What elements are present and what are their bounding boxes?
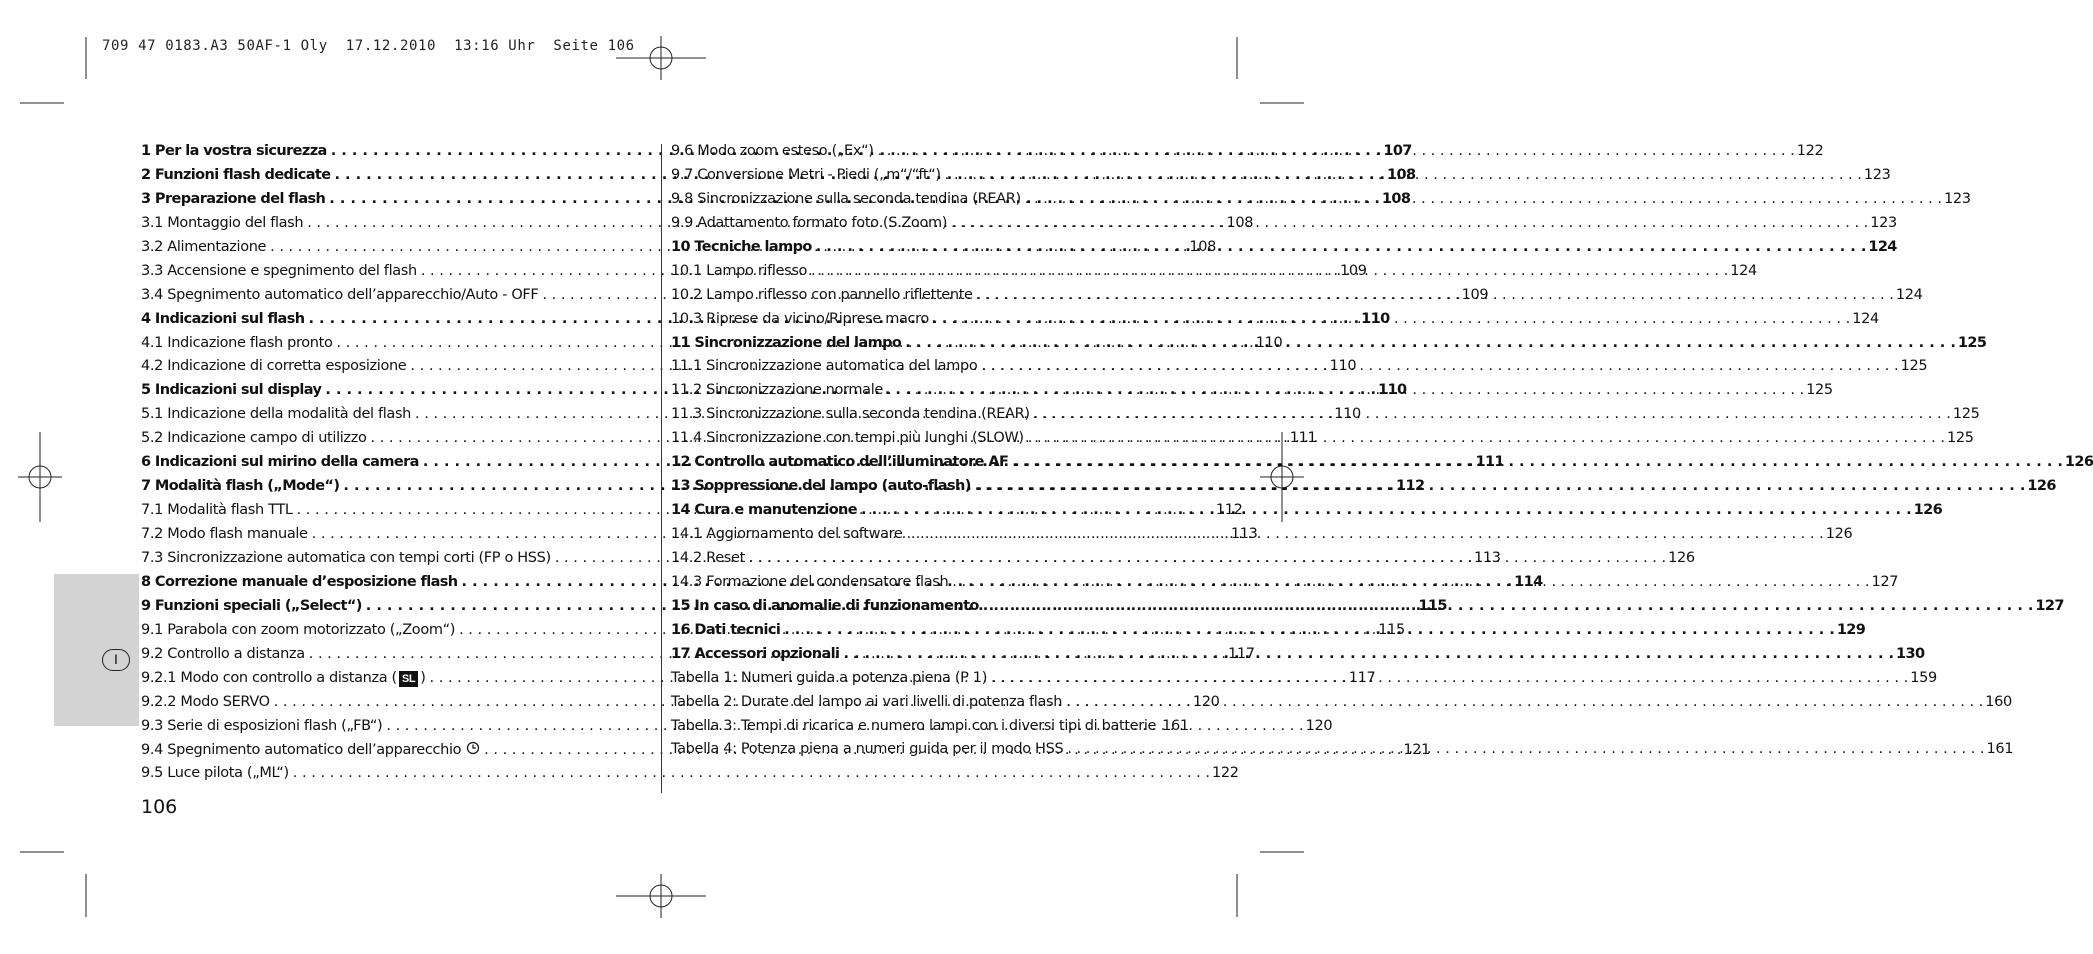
toc-entry-title (141, 358, 410, 374)
toc-entry-page: 130 (1896, 645, 1925, 662)
toc-entry-title (141, 502, 297, 518)
toc-entry-text: 9.2 Controllo a distanza (141, 645, 305, 662)
toc-entry-page: 113 (1230, 526, 1258, 542)
toc-entry-text: 9 Funzioni speciali („Select“) (141, 597, 362, 614)
toc-entry-page: 125 (1806, 382, 1833, 399)
dot-leader (1012, 454, 2063, 470)
toc-entry-page: 120 (1305, 717, 1333, 734)
toc-entry-page: 107 (1383, 143, 1412, 159)
toc-entry-title (671, 287, 977, 303)
toc-entry-text: 9.9 Adattamento formato foto (S.Zoom) (671, 214, 948, 231)
dot-leader (1028, 430, 1945, 446)
toc-entry-title (671, 263, 811, 279)
toc-entry-text: 10.1 Lampo riflesso (671, 262, 808, 279)
toc-entry-page: 108 (1189, 238, 1216, 255)
dot-leader (977, 287, 1894, 303)
toc-entry-page: 122 (1796, 143, 1824, 159)
toc-entry-page: 123 (1870, 214, 1897, 231)
toc-entry-page: 159 (1910, 669, 1937, 686)
toc-entry-page: 109 (1340, 262, 1367, 279)
dot-leader (293, 765, 1210, 781)
toc-entry-text: 2 Funzioni flash dedicate (141, 166, 331, 183)
toc-entry-text-after: ) (420, 669, 426, 686)
toc-entry-text: 11 Sincronizzazione del lampo (671, 334, 902, 351)
toc-entry-title (141, 335, 337, 351)
toc-entry-text: 11.4 Sincronizzazione con tempi più lunghi (SLOW) (671, 430, 1024, 447)
dot-leader (933, 311, 1850, 327)
toc-entry-text: 9.2.1 Modo con controllo a distanza ( (141, 669, 397, 686)
toc-entry-text: 9.2.2 Modo SERVO (141, 693, 270, 710)
toc-entry-title (141, 287, 542, 303)
dot-leader (945, 167, 1862, 183)
toc-entry-title (671, 502, 861, 518)
toc-entry-title (671, 167, 945, 183)
toc-entry-title (671, 358, 981, 374)
toc-entry-page: 123 (1863, 166, 1891, 183)
toc-entry-text: 16 Dati tecnici (671, 621, 781, 638)
language-tab-letter: I (102, 649, 130, 671)
toc-entry-title (671, 574, 952, 590)
dot-leader (861, 502, 1912, 518)
toc-entry-text: 12 Controllo automatico dell’illuminatore AF (671, 454, 1009, 471)
toc-entry-title (141, 311, 309, 327)
toc-entry-text: 7 Modalità flash („Mode“) (141, 478, 340, 495)
toc-entry-page: 160 (1985, 693, 2012, 710)
toc-entry-title (141, 718, 386, 734)
toc-entry-text: 6 Indicazioni sul mirino della camera (141, 454, 419, 471)
toc-entry-text: Tabella 1: Numeri guida a potenza piena (P 1) (671, 669, 987, 686)
toc-entry-title (671, 191, 1025, 207)
toc-entry-title (671, 598, 983, 614)
toc-entry-page: 112 (1215, 502, 1243, 519)
toc-entry-title (141, 430, 370, 446)
toc-entry-title (141, 550, 555, 566)
toc-entry-page: 110 (1329, 358, 1357, 375)
toc-entry-page: 126 (1825, 526, 1853, 542)
toc-entry-title (141, 406, 415, 422)
toc-entry-page: 110 (1255, 334, 1283, 351)
dot-leader (1034, 406, 1951, 422)
toc-entry-page: 161 (1986, 741, 2014, 758)
toc-entry-title (141, 574, 462, 590)
toc-entry-text: 10.2 Lampo riflesso con pannello riflettente (671, 286, 973, 303)
toc-entry-title (141, 382, 325, 398)
toc-entry-page: 108 (1226, 214, 1254, 231)
dot-leader (951, 215, 1868, 231)
toc-entry-page: 124 (1868, 238, 1897, 255)
toc-entry-text: 10 Tecniche lampo (671, 238, 812, 255)
toc-entry-title (671, 646, 843, 662)
toc-entry-title (671, 311, 933, 327)
print-header: 709 47 0183.A3 50AF-1 Oly 17.12.2010 13:16 Uhr Seite 106 (102, 38, 635, 54)
toc-entry-title (671, 430, 1028, 446)
toc-entry-title (671, 239, 816, 255)
toc-entry-page: 124 (1730, 262, 1757, 279)
toc-entry-text: 7.2 Modo flash manuale (141, 526, 308, 542)
toc-entry-text: 1 Per la vostra sicurezza (141, 143, 327, 159)
toc-entry-title (141, 622, 459, 638)
dot-leader (811, 263, 1728, 279)
toc-entry-title (671, 694, 1066, 710)
toc-entry-text: 3 Preparazione del flash (141, 190, 326, 207)
toc-entry-text: 3.1 Montaggio del flash (141, 214, 304, 231)
dot-leader (784, 622, 1835, 638)
toc-entry-page: 120 (1192, 693, 1220, 710)
toc-entry-text: Tabella 2: Durate del lampo ai vari livelli di potenza flash (671, 693, 1063, 710)
toc-entry-page: 125 (1946, 430, 1974, 447)
toc-entry-text: 3.4 Spegnimento automatico dell’apparecchio/Auto - OFF (141, 286, 539, 303)
toc-entry-title (671, 382, 887, 398)
dot-leader (1025, 191, 1942, 207)
dot-leader (887, 382, 1804, 398)
toc-entry-text: 11.2 Sincronizzazione normale (671, 382, 883, 399)
toc-entry-page: 125 (1957, 334, 1987, 351)
dot-leader (1067, 741, 1984, 757)
toc-entry-text: 9.1 Parabola con zoom motorizzato („Zoom“) (141, 621, 456, 638)
toc-entry-text: 9.8 Sincronizzazione sulla seconda tendina (REAR) (671, 190, 1021, 207)
toc-entry-title (141, 765, 293, 781)
toc-entry-text: 4.2 Indicazione di corretta esposizione (141, 358, 407, 375)
toc-entry-text: Tabella 4: Potenza piena a numeri guida per il modo HSS (671, 741, 1064, 758)
toc-entry-page: 124 (1895, 286, 1923, 303)
toc-entry-title (141, 598, 366, 614)
dot-leader (749, 550, 1666, 566)
toc-entry-page: 125 (1952, 406, 1980, 423)
toc-entry-page: 110 (1377, 382, 1407, 399)
toc-entry-title (671, 143, 878, 159)
toc-entry-text: 7.3 Sincronizzazione automatica con tempi corti (FP o HSS) (141, 549, 551, 566)
toc-entry-text: 14.1 Aggiornamento del software (671, 526, 903, 542)
toc-entry-text: Tabella 3: Tempi di ricarica e numero lampi con i diversi tipi di batterie (671, 717, 1157, 734)
toc-entry-title (671, 454, 1012, 470)
toc-entry-text: 11.3 Sincronizzazione sulla seconda tendina (REAR) (671, 406, 1030, 423)
dot-leader (981, 358, 1898, 374)
toc-entry-page: 126 (2027, 478, 2056, 495)
toc-entry-title (141, 670, 430, 687)
toc-entry-title (671, 215, 951, 231)
toc-entry-title (141, 167, 334, 183)
sl-badge: SL (399, 671, 418, 687)
registration-mark-top (616, 36, 706, 80)
toc-entry-page: 108 (1387, 166, 1416, 183)
toc-entry-title (141, 454, 423, 470)
toc-entry-title (671, 718, 1160, 734)
dot-leader (843, 646, 1894, 662)
toc-entry[interactable] (671, 717, 1189, 742)
toc-entry-title (141, 646, 309, 662)
toc-entry[interactable] (141, 765, 1239, 789)
toc-entry-page: 115 (1378, 621, 1405, 638)
toc-entry-title (671, 741, 1067, 757)
toc-entry-text: 5.1 Indicazione della modalità del flash (141, 406, 411, 423)
dot-leader (907, 526, 1824, 542)
toc-entry-text: 8 Correzione manuale d’esposizione flash (141, 573, 458, 590)
toc-entry-text: 9.4 Spegnimento automatico dell’apparecchio (141, 742, 462, 759)
toc-entry-page: 110 (1361, 310, 1390, 327)
toc-entry-title (141, 478, 343, 494)
toc-entry-text: 14 Cura e manutenzione (671, 502, 858, 519)
registration-mark-left (18, 432, 62, 522)
toc-entry-title (141, 239, 270, 255)
toc-entry-title (141, 263, 421, 279)
toc-entry-page: 111 (1475, 454, 1504, 471)
toc-entry-page: 161 (1162, 717, 1189, 734)
dot-leader (878, 143, 1795, 159)
toc-entry-page: 126 (1913, 502, 1943, 519)
toc-entry-title (671, 550, 749, 566)
toc-entry-page: 127 (2035, 597, 2064, 614)
toc-entry-page: 124 (1852, 310, 1879, 327)
toc-entry-title (141, 191, 329, 207)
toc-entry-text: 5.2 Indicazione campo di utilizzo (141, 430, 367, 447)
dot-leader (1066, 694, 1983, 710)
registration-mark-bottom (616, 874, 706, 918)
toc-entry-title (141, 215, 307, 231)
toc-entry-page: 111 (1289, 430, 1317, 447)
toc-entry-text: 4 Indicazioni sul flash (141, 310, 305, 327)
toc-entry-text: 9.7 Conversione Metri - Piedi („m“/“ft“) (671, 166, 941, 183)
toc-entry-title (671, 335, 905, 351)
toc-entry-page: 109 (1461, 286, 1489, 303)
toc-entry-page: 114 (1514, 573, 1543, 590)
toc-entry-page: 123 (1943, 190, 1971, 207)
language-tab (54, 574, 139, 726)
toc-entry-text: 3.2 Alimentazione (141, 238, 267, 255)
toc-entry-text: 17 Accessori opzionali (671, 645, 840, 662)
toc-entry-text: 5 Indicazioni sul display (141, 382, 322, 399)
toc-entry-title (671, 670, 991, 686)
dot-leader (905, 335, 1956, 351)
toc-entry-text: 10.3 Riprese da vicino/Riprese macro (671, 310, 929, 327)
dot-leader (816, 239, 1867, 255)
toc-entry-text: 13 Soppressione del lampo (auto-flash) (671, 478, 971, 495)
toc-entry-title (141, 143, 331, 159)
toc-entry-title (141, 526, 312, 542)
dot-leader (975, 478, 2026, 494)
toc-entry-title (671, 622, 784, 638)
toc-entry-page: 127 (1871, 573, 1899, 590)
dot-leader (952, 574, 1869, 590)
toc-entry-page: 121 (1403, 742, 1431, 759)
toc-entry-text: 7.1 Modalità flash TTL (141, 502, 293, 519)
dot-leader (991, 670, 1908, 686)
dot-leader (983, 598, 2034, 614)
toc-entry-page: 125 (1900, 358, 1928, 375)
toc-entry-text: 9.3 Serie di esposizioni flash („FB“) (141, 717, 383, 734)
toc-entry-page: 126 (1668, 549, 1695, 566)
toc-entry-title (141, 741, 484, 758)
toc-entry-title (671, 406, 1034, 422)
toc-entry-text: 14.3 Formazione del condensatore flash (671, 573, 949, 590)
column-divider (661, 144, 662, 793)
toc-entry-page: 113 (1474, 549, 1501, 566)
toc-entry-page: 108 (1381, 190, 1411, 207)
toc-entry-text: 11.1 Sincronizzazione automatica del lampo (671, 358, 978, 375)
toc-entry-title (141, 694, 274, 710)
toc-entry-page: 117 (1227, 645, 1255, 662)
toc-entry-page: 110 (1334, 406, 1361, 423)
toc-entry-page: 112 (1395, 478, 1425, 495)
toc-entry-text: 9.5 Luce pilota („ML“) (141, 765, 289, 782)
page-number: 106 (141, 796, 178, 818)
toc-entry-text: 4.1 Indicazione flash pronto (141, 334, 333, 351)
toc-entry-text: 3.3 Accensione e spegnimento del flash (141, 262, 417, 279)
toc-entry-title (671, 526, 907, 542)
toc-entry-page: 115 (1418, 597, 1447, 614)
toc-entry-text: 15 In caso di anomalie di funzionamento (671, 597, 979, 614)
toc-entry-page: 122 (1212, 765, 1239, 782)
toc-entry-page: 129 (1836, 621, 1866, 638)
toc-entry-text: 14.2 Reset (671, 549, 745, 566)
toc-entry-page: 117 (1348, 669, 1376, 686)
timer-icon (466, 741, 480, 755)
toc-entry-title (671, 478, 975, 494)
toc-entry-text: 9.6 Modo zoom esteso („Ex“) (671, 143, 874, 159)
toc-entry-page: 126 (2064, 454, 2093, 471)
